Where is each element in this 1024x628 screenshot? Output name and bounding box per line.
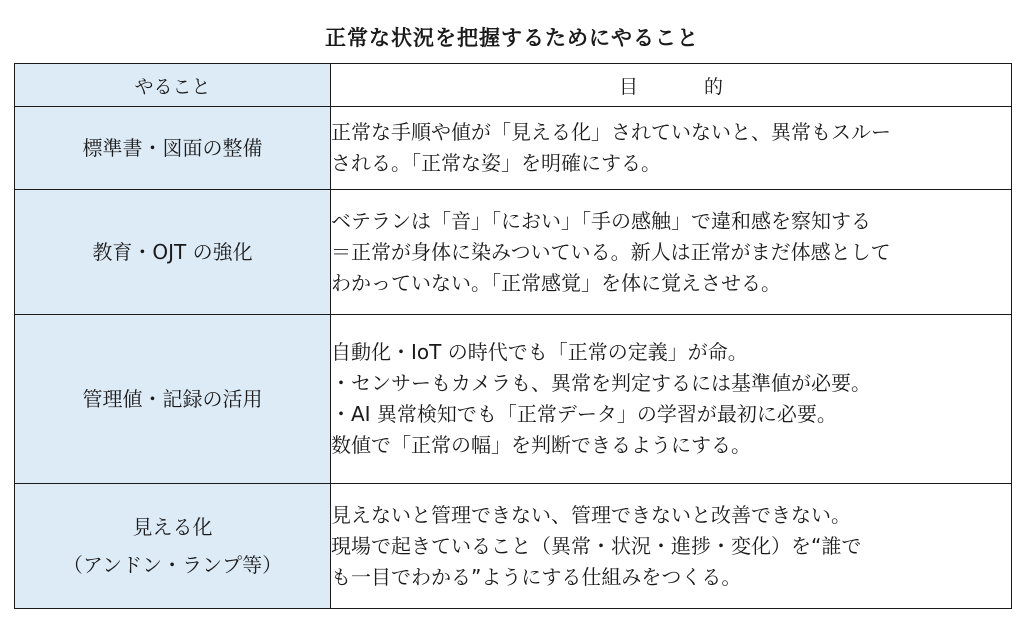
purpose-line: ベテランは「音」「におい」「手の感触」で違和感を察知する bbox=[331, 208, 871, 233]
task-table bbox=[14, 63, 1012, 609]
purpose-line: 現場で起きていること（異常・状況・進捗・変化）を“誰で bbox=[331, 533, 862, 558]
purpose-line: 見えないと管理できない、管理できないと改善できない。 bbox=[331, 502, 851, 527]
table-row bbox=[15, 190, 1012, 315]
task-cell bbox=[15, 315, 331, 484]
purpose-cell bbox=[331, 484, 1012, 609]
purpose-line: ＝正常が身体に染みついている。新人は正常がまだ体感として bbox=[331, 239, 891, 264]
table-header-row bbox=[15, 64, 1012, 107]
table-row bbox=[15, 107, 1012, 190]
table-row bbox=[15, 315, 1012, 484]
purpose-line: ・AI 異常検知でも「正常データ」の学習が最初に必要。 bbox=[331, 402, 837, 426]
task-cell bbox=[15, 107, 331, 190]
task-text: 標準書・図面の整備 bbox=[82, 136, 263, 160]
table-row bbox=[15, 484, 1012, 609]
purpose-line: 正常な手順や値が「見える化」されていないと、異常もスルー bbox=[331, 120, 891, 144]
purpose-cell bbox=[331, 190, 1012, 315]
purpose-cell bbox=[331, 315, 1012, 484]
header-purpose: 目 的 bbox=[331, 64, 1012, 107]
purpose-line: わかっていない。「正常感覚」を体に覚えさせる。 bbox=[331, 270, 781, 295]
task-cell bbox=[15, 190, 331, 315]
task-text-sub: （アンドン・ランプ等） bbox=[62, 553, 283, 577]
task-text: 見える化 bbox=[132, 515, 213, 539]
task-text: 管理値・記録の活用 bbox=[82, 387, 263, 411]
purpose-cell bbox=[331, 107, 1012, 190]
task-text: 教育・OJT の強化 bbox=[92, 240, 253, 264]
document-title: 正常な状況を把握するためにやること bbox=[325, 26, 699, 50]
purpose-line: 自動化・IoT の時代でも「正常の定義」が命。 bbox=[331, 340, 748, 364]
purpose-line: される。「正常な姿」を明確にする。 bbox=[331, 151, 661, 175]
purpose-line: も一目でわかる”ようにする仕組みをつくる。 bbox=[331, 564, 742, 589]
purpose-line: ・センサーもカメラも、異常を判定するには基準値が必要。 bbox=[331, 371, 871, 395]
header-task: やること bbox=[15, 64, 331, 107]
task-cell bbox=[15, 484, 331, 609]
purpose-line: 数値で「正常の幅」を判断できるようにする。 bbox=[331, 433, 751, 457]
